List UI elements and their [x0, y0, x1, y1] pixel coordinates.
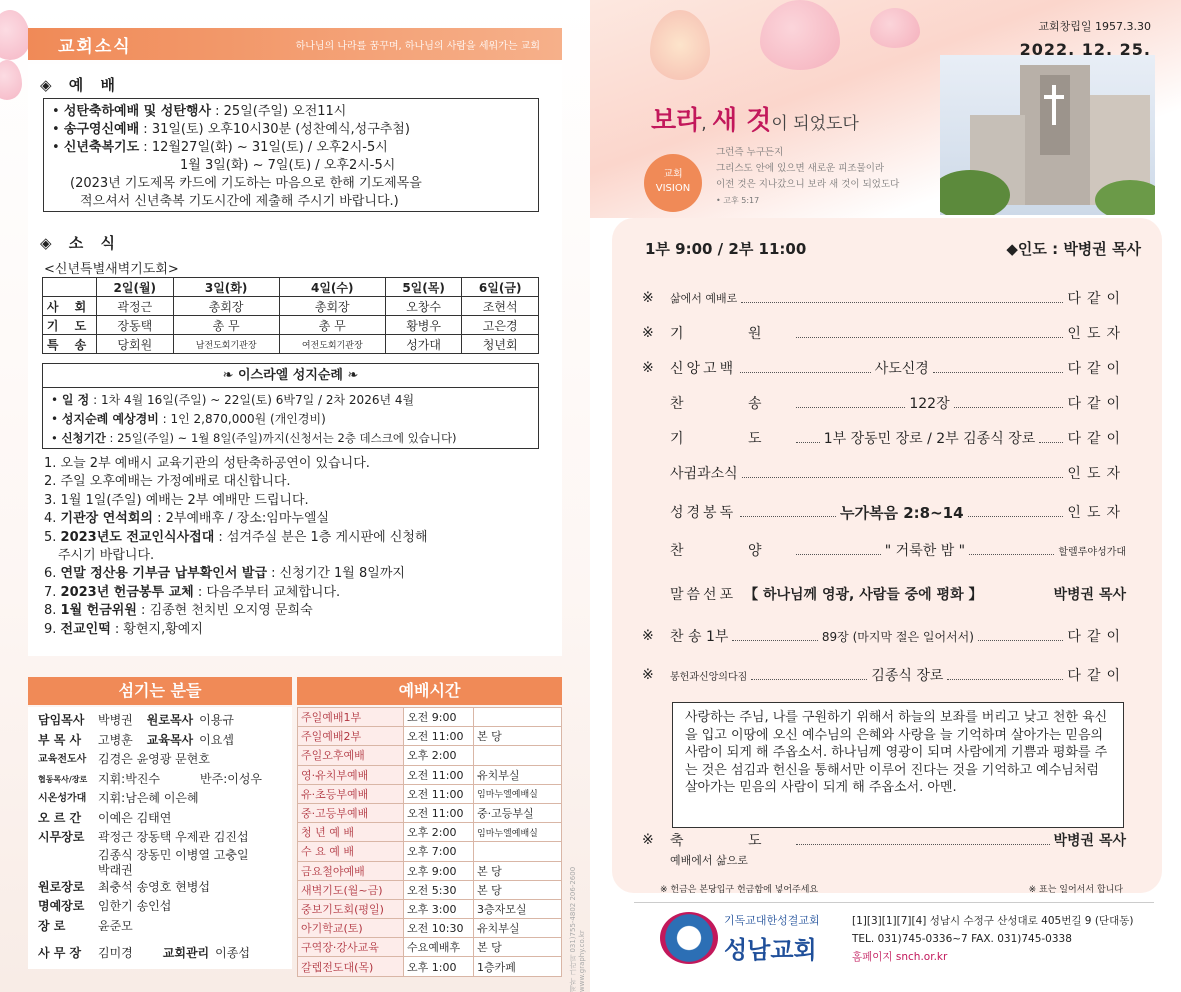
list-item: 1. 오늘 2부 예배시 교육기관의 성탄축하공연이 있습니다. [44, 456, 370, 471]
list-item: 박래권 [98, 862, 133, 877]
table-row: 새벽기도(월~금) 오전 5:30 본 당 [298, 880, 562, 899]
table-row: 특 송 당회원 남전도회기관장 여전도회기관장 성가대 청년회 [43, 335, 539, 354]
worship-item: • 송구영신예배 : 31일(토) 오후10시30분 (성찬예식,성구추첨) [52, 122, 410, 137]
list-item: 김종식 장동민 이병열 고충일 [98, 847, 249, 862]
list-item: 3. 1월 1일(주일) 예배는 2부 예배만 드립니다. [44, 492, 309, 508]
founded-date: 교회창립일 1957.3.30 [1038, 20, 1151, 33]
list-item: 주시기 바랍니다. [58, 548, 155, 564]
list-item: 시온성가대 지휘:남은혜 이은혜 [38, 791, 199, 805]
table-row: 유·초등부예배 오전 11:00 임마누엘예배실 [298, 784, 562, 803]
homepage-link[interactable]: 홈페이지 snch.or.kr [852, 951, 948, 963]
staff-title: 섬기는 분들 [28, 677, 292, 705]
church-name-block: 기독교대한성결교회 성남교회 [724, 914, 820, 964]
times-title: 예배시간 [297, 677, 562, 705]
israel-item: • 성지순례 예상경비 : 1인 2,870,000원 (개인경비) [51, 412, 326, 426]
order-item: 말씀선포 【 하나님께 영광, 사람들 중에 평화 】 박병권 목사 [670, 587, 1126, 603]
church-building-icon [940, 55, 1155, 215]
table-row: 영·유치부예배 오전 11:00 유치부실 [298, 765, 562, 784]
list-item: 사 무 장 김미경 교회관리 이종섭 [38, 946, 250, 960]
worship-heading: ◈ 예 배 [40, 76, 121, 94]
order-item: 찬 양 " 거룩한 밤 " 할렐루야성가대 [670, 543, 1127, 559]
news-heading: ◈ 소 식 [40, 234, 121, 252]
table-row: 아기학교(토) 오전 10:30 유치부실 [298, 919, 562, 938]
order-item: ※ 기 원 인도자 [642, 325, 1126, 342]
news-list [44, 455, 544, 639]
israel-item: • 일 정 : 1차 4월 16일(주일) ~ 22일(토) 6박7일 / 2차 2026년 4월 [51, 393, 415, 407]
table-row: 수 요 예 배 오후 7:00 [298, 842, 562, 861]
list-item: 장 로 윤준모 [38, 918, 133, 933]
church-motto: 하나님의 나라를 꿈꾸며, 하나님의 사람을 세워가는 교회 [295, 40, 540, 52]
flower-decoration [0, 60, 22, 100]
cover-title: 보라, 새 것이 되었도다 [651, 106, 859, 136]
order-item: 기 도 1부 장동민 장로 / 2부 김종식 장로 다같이 [670, 431, 1127, 447]
table-row: 갈렙전도대(목) 오후 1:00 1층카페 [298, 957, 562, 976]
list-item: 교육전도사 김경은 윤영광 문현호 [38, 752, 210, 766]
table-row: 중보기도회(평일) 오후 3:00 3층자모실 [298, 899, 562, 918]
order-item: 사귐과소식 인도자 [670, 466, 1126, 482]
blessing-subtitle: 예배에서 삶으로 [670, 854, 748, 867]
table-row: 주일오후예배 오후 2:00 [298, 746, 562, 765]
order-item: ※ 찬 송 1부 89장 (마지막 절은 일어서서) 다같이 [642, 628, 1126, 645]
contact-block [852, 912, 1133, 966]
news-title: 교회소식 [58, 36, 132, 57]
order-item: 성경봉독 누가복음 2:8~14 인도자 [670, 503, 1126, 522]
church-building-image [940, 55, 1155, 215]
list-item: 8. 1월 헌금위원 : 김종현 천치빈 오지영 문희숙 [44, 603, 313, 619]
service-leader: ◆인도 : 박병권 목사 [1006, 240, 1141, 258]
list-item: 9. 전교인떡 : 황현지,황예지 [44, 621, 203, 637]
worship-note: 적으셔서 신년축복 기도시간에 제출해 주시기 바랍니다.) [80, 194, 399, 209]
list-item: 2. 주일 오후예배는 가정예배로 대신합니다. [44, 474, 291, 490]
bulletin-date: 2022. 12. 25. [1019, 40, 1151, 59]
list-item: 오 르 간 이예은 김태연 [38, 810, 172, 825]
worship-times-table [297, 707, 562, 977]
list-item: 5. 2023년도 전교인식사접대 : 섬겨주실 분은 1층 게시판에 신청해 [44, 529, 428, 545]
news-header [28, 28, 562, 60]
date-block [1020, 18, 1151, 59]
list-item: 명예장로 임한기 송인섭 [38, 899, 172, 913]
list-item: 4. 기관장 연석회의 : 2부예배후 / 장소:임마누엘실 [44, 511, 330, 527]
table-row: 사 회 곽정근 총회장 총회장 오창수 조현석 [43, 297, 539, 316]
printer-credit: 제작 그라피 031)755-4802 206-2600 www.graphy.co.kr [569, 866, 586, 992]
phone: TEL. 031)745-0336~7 FAX. 031)745-0338 [852, 933, 1072, 945]
vision-badge: 교회 VISION [644, 154, 702, 212]
table-row: 주일예배2부 오전 11:00 본 당 [298, 727, 562, 746]
list-item: 원로장로 최충석 송영호 현병섭 [38, 879, 210, 894]
order-item: ※ 축 도 박병권 목사 [642, 832, 1126, 849]
worship-box [43, 98, 539, 212]
staff-list [28, 707, 292, 969]
order-item: ※ 신앙고백 사도신경 다같이 [642, 360, 1127, 377]
list-item: 협동목사/장로 지휘:박진수 반주: 이성우 [38, 771, 263, 786]
left-page [0, 0, 590, 992]
address: [1][3][1][7][4] 성남시 수정구 산성대로 405번길 9 (단대동) [852, 915, 1134, 927]
table-row: 청 년 예 배 오후 2:00 임마누엘예배실 [298, 823, 562, 842]
prayer-box: 사랑하는 주님, 나를 구원하기 위해서 하늘의 보좌를 버리고 낮고 천한 육신을 입고 이땅에 오신 예수님의 은혜와 사랑을 늘 기억하며 살아가는 믿음의 사람이 되게 해 주옵소서. 하나님께 영광이 되며 사람에게 기쁨과 평화를 주는 것은 섬김과 헌신을 통해서만 이루어 진다는 것을 기억하고 예수님처럼 살아가는 믿음의 사람이 되게 해 주옵소서. 아멘. [672, 702, 1124, 828]
flower-decoration [0, 10, 30, 60]
israel-title: ❧ 이스라엘 성지순례 ❧ [43, 364, 538, 388]
worship-note: (2023년 기도제목 카드에 기도하는 마음으로 한해 기도제목을 [70, 176, 422, 191]
standing-note: ※ 표는 일어서서 합니다 [1028, 885, 1123, 895]
dawn-prayer-title: <신년특별새벽기도회> [44, 262, 179, 277]
order-item: ※ 삶에서 예배로 다같이 [642, 290, 1126, 307]
list-item: 부 목 사 고병훈 교육목사 이요셉 [38, 732, 234, 747]
table-row: 주일예배1부 오전 9:00 [298, 708, 562, 727]
service-times: 1부 9:00 / 2부 11:00 [645, 240, 807, 258]
dawn-prayer-table: 2일(월) 3일(화) 4일(수) 5일(목) 6일(금) 사 회 곽정근 총회장 총회장 오창수 조현석 기 도 장동택 총 무 총 무 황병우 고은경 특 송 당회원 남전도회기관장 여전도회기관장 성가대 청년회 [42, 277, 539, 354]
worship-item: • 성탄축하예배 및 성탄행사 : 25일(주일) 오전11시 [52, 104, 347, 119]
table-row: 중·고등부예배 오전 11:00 중·고등부실 [298, 803, 562, 822]
order-item: ※ 봉헌과신앙의다짐 김종식 장로 다같이 [642, 667, 1126, 684]
israel-item: • 신청기간 : 25일(주일) ~ 1월 8일(주일)까지(신청서는 2층 데스크에 있습니다) [51, 431, 457, 445]
order-item: 찬 송 122장 다같이 [670, 396, 1127, 412]
israel-pilgrimage-box [42, 363, 539, 449]
offering-note: ※ 헌금은 본당입구 헌금함에 넣어주세요 [660, 885, 819, 895]
table-row: 금요철야예배 오후 9:00 본 당 [298, 861, 562, 880]
church-logo-icon [660, 912, 718, 964]
list-item: 7. 2023년 헌금봉투 교체 : 다음주부터 교체합니다. [44, 584, 341, 600]
list-item: 담임목사 박병권 원로목사 이용규 [38, 713, 234, 727]
worship-item: • 신년축복기도 : 12월27일(화) ~ 31일(토) / 오후2시-5시 [52, 140, 388, 155]
table-row: 구역장·강사교육 수요예배후 본 당 [298, 938, 562, 957]
list-item: 시무장로 곽정근 장동택 우제관 김진섭 [38, 830, 249, 844]
worship-item: 1월 3일(화) ~ 7일(토) / 오후2시-5시 [180, 158, 396, 173]
vision-verse: 그런즉 누구든지 그리스도 안에 있으면 새로운 피조물이라 이전 것은 지나갔으니 보라 새 것이 되었도다 • 고후 5:17 [716, 147, 900, 205]
list-item: 6. 연말 정산용 기부금 납부확인서 발급 : 신청기간 1월 8일까지 [44, 566, 405, 582]
flower-decoration [870, 8, 920, 48]
table-row: 기 도 장동택 총 무 총 무 황병우 고은경 [43, 316, 539, 335]
